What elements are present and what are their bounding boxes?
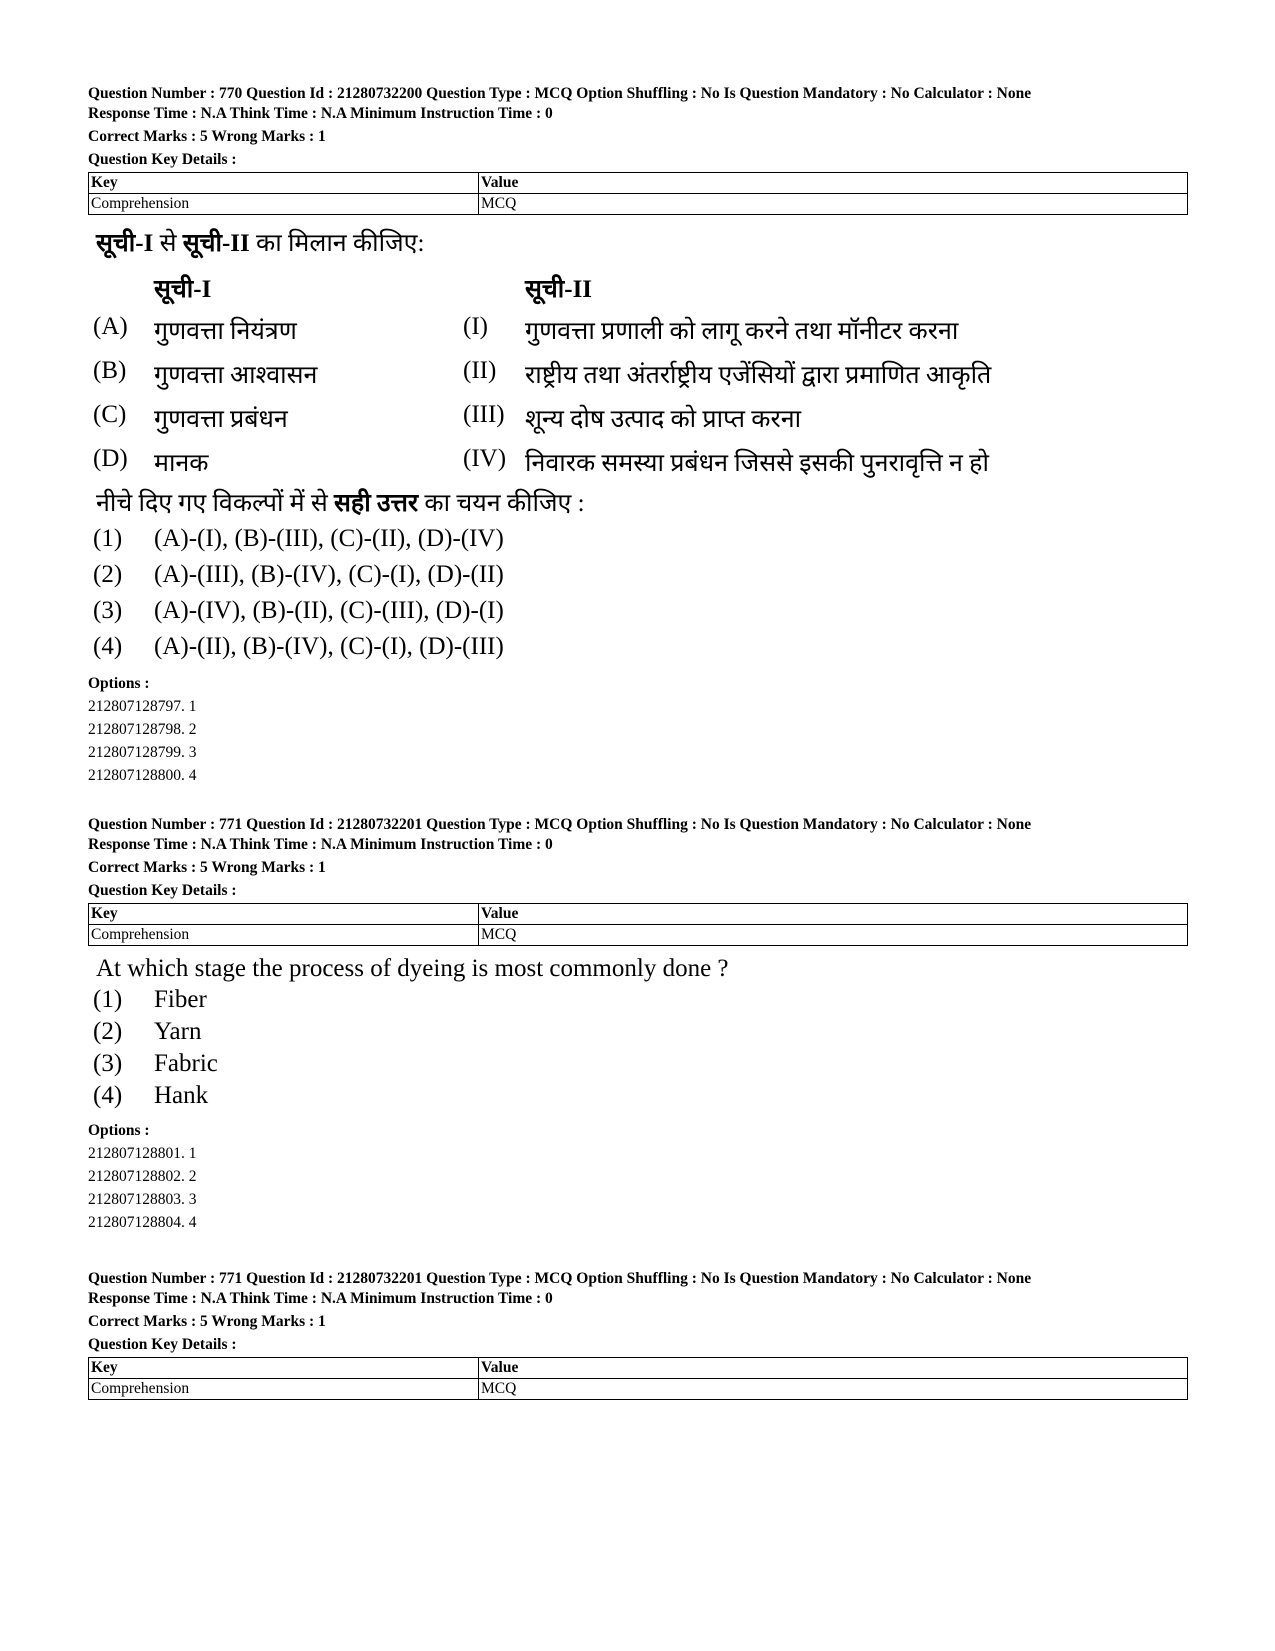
choice-number: (2)	[93, 1018, 123, 1045]
option-id: 212807128804. 4	[88, 1214, 197, 1231]
choice-text: (A)-(III), (B)-(IV), (C)-(I), (D)-(II)	[154, 561, 504, 588]
key-header: Key	[89, 904, 479, 925]
match-row	[88, 397, 1188, 441]
question-key-details-label: Question Key Details :	[88, 1336, 237, 1353]
choose-correct-answer: सही उत्तर	[334, 490, 419, 517]
answer-choice	[88, 1050, 1188, 1082]
left-text: गुणवत्ता नियंत्रण	[154, 318, 297, 345]
table-row	[89, 1358, 1188, 1379]
choice-text: (A)-(I), (B)-(III), (C)-(II), (D)-(IV)	[154, 525, 504, 552]
option-id: 212807128802. 2	[88, 1168, 197, 1185]
answer-choice	[88, 1082, 1188, 1114]
right-text: निवारक समस्या प्रबंधन जिससे इसकी पुनरावृत्ति न हो	[525, 450, 989, 477]
key-cell: Comprehension	[89, 1379, 479, 1400]
match-row	[88, 441, 1188, 485]
right-text: गुणवत्ता प्रणाली को लागू करने तथा मॉनीटर करना	[525, 318, 959, 345]
list2-header: सूची-II	[525, 276, 593, 303]
choice-number: (3)	[93, 597, 123, 624]
right-label: (III)	[463, 401, 505, 428]
answer-choice	[88, 523, 1188, 559]
question-key-table	[88, 172, 1188, 215]
value-cell: MCQ	[479, 1379, 1188, 1400]
key-header: Key	[89, 173, 479, 194]
option-id: 212807128801. 1	[88, 1145, 197, 1162]
choose-instruction	[96, 487, 1188, 521]
question-meta-line2: Response Time : N.A Think Time : N.A Minimum Instruction Time : 0	[88, 105, 553, 122]
choice-number: (2)	[93, 561, 123, 588]
key-cell: Comprehension	[89, 925, 479, 946]
choice-number: (4)	[93, 1082, 123, 1109]
question-key-details-label: Question Key Details :	[88, 151, 237, 168]
options-label: Options :	[88, 675, 150, 692]
right-text: शून्य दोष उत्पाद को प्राप्त करना	[525, 406, 802, 433]
choice-text: (A)-(II), (B)-(IV), (C)-(I), (D)-(III)	[154, 633, 504, 660]
answer-choice	[88, 595, 1188, 631]
title-list1: सूची-I	[96, 230, 154, 257]
match-row	[88, 353, 1188, 397]
list-headers	[88, 261, 1188, 309]
choice-number: (1)	[93, 525, 123, 552]
question-meta-line1: Question Number : 771 Question Id : 21280732201 Question Type : MCQ Option Shuffling : No Is Question Mandatory : No Calculator : None	[88, 1270, 1032, 1287]
value-cell: MCQ	[479, 194, 1188, 215]
right-label: (IV)	[463, 445, 507, 472]
question-key-details-label: Question Key Details :	[88, 882, 237, 899]
title-list2: सूची-II	[182, 230, 250, 257]
answer-choice	[88, 559, 1188, 595]
left-text: गुणवत्ता प्रबंधन	[154, 406, 288, 433]
choice-number: (3)	[93, 1050, 123, 1077]
question-meta-line1: Question Number : 770 Question Id : 21280732200 Question Type : MCQ Option Shuffling : No Is Question Mandatory : No Calculator : None	[88, 85, 1032, 102]
options-label: Options :	[88, 1122, 150, 1139]
choice-text: (A)-(IV), (B)-(II), (C)-(III), (D)-(I)	[154, 597, 504, 624]
answer-choice	[88, 1018, 1188, 1050]
question-meta-line2: Response Time : N.A Think Time : N.A Minimum Instruction Time : 0	[88, 836, 553, 853]
title-instruction: का मिलान कीजिए:	[249, 230, 425, 257]
question-key-table	[88, 1357, 1188, 1400]
option-id: 212807128799. 3	[88, 744, 197, 761]
left-text: गुणवत्ता आश्वासन	[154, 362, 318, 389]
left-label: (C)	[93, 401, 127, 428]
list1-header: सूची-I	[154, 276, 212, 303]
question-title	[96, 227, 1188, 261]
question-body	[88, 952, 1188, 1114]
key-cell: Comprehension	[89, 194, 479, 215]
value-header: Value	[479, 173, 1188, 194]
value-cell: MCQ	[479, 925, 1188, 946]
choice-text: Yarn	[154, 1018, 202, 1045]
question-text: At which stage the process of dyeing is most commonly done ?	[96, 955, 729, 982]
key-header: Key	[89, 1358, 479, 1379]
right-text: राष्ट्रीय तथा अंतर्राष्ट्रीय एजेंसियों द्वारा प्रमाणित आकृति	[525, 362, 992, 389]
value-header: Value	[479, 904, 1188, 925]
question-marks: Correct Marks : 5 Wrong Marks : 1	[88, 859, 326, 876]
question-meta-line1: Question Number : 771 Question Id : 21280732201 Question Type : MCQ Option Shuffling : No Is Question Mandatory : No Calculator : None	[88, 816, 1032, 833]
right-label: (II)	[463, 357, 497, 384]
table-row	[89, 1379, 1188, 1400]
match-row	[88, 309, 1188, 353]
choice-text: Fabric	[154, 1050, 218, 1077]
question-block-771-repeat	[88, 1269, 1188, 1400]
question-block-771	[88, 815, 1188, 1234]
question-body	[88, 227, 1188, 667]
table-row	[89, 925, 1188, 946]
question-marks: Correct Marks : 5 Wrong Marks : 1	[88, 128, 326, 145]
title-se: से	[153, 230, 183, 257]
option-id: 212807128803. 3	[88, 1191, 197, 1208]
choice-text: Hank	[154, 1082, 209, 1109]
answer-choice	[88, 986, 1188, 1018]
question-marks: Correct Marks : 5 Wrong Marks : 1	[88, 1313, 326, 1330]
right-label: (I)	[463, 313, 488, 340]
left-text: मानक	[154, 450, 209, 477]
table-row	[89, 194, 1188, 215]
value-header: Value	[479, 1358, 1188, 1379]
left-label: (D)	[93, 445, 128, 472]
choice-number: (1)	[93, 986, 123, 1013]
choice-text: Fiber	[154, 986, 207, 1013]
left-label: (B)	[93, 357, 127, 384]
question-key-table	[88, 903, 1188, 946]
option-id: 212807128797. 1	[88, 698, 197, 715]
left-label: (A)	[93, 313, 128, 340]
question-meta-line2: Response Time : N.A Think Time : N.A Minimum Instruction Time : 0	[88, 1290, 553, 1307]
choice-number: (4)	[93, 633, 123, 660]
question-block-770	[88, 84, 1188, 787]
table-row	[89, 173, 1188, 194]
option-id: 212807128800. 4	[88, 767, 197, 784]
choose-part1: नीचे दिए गए विकल्पों में से	[96, 490, 335, 517]
table-row	[89, 904, 1188, 925]
choose-part3: का चयन कीजिए :	[418, 490, 585, 517]
option-id: 212807128798. 2	[88, 721, 197, 738]
answer-choice	[88, 631, 1188, 667]
